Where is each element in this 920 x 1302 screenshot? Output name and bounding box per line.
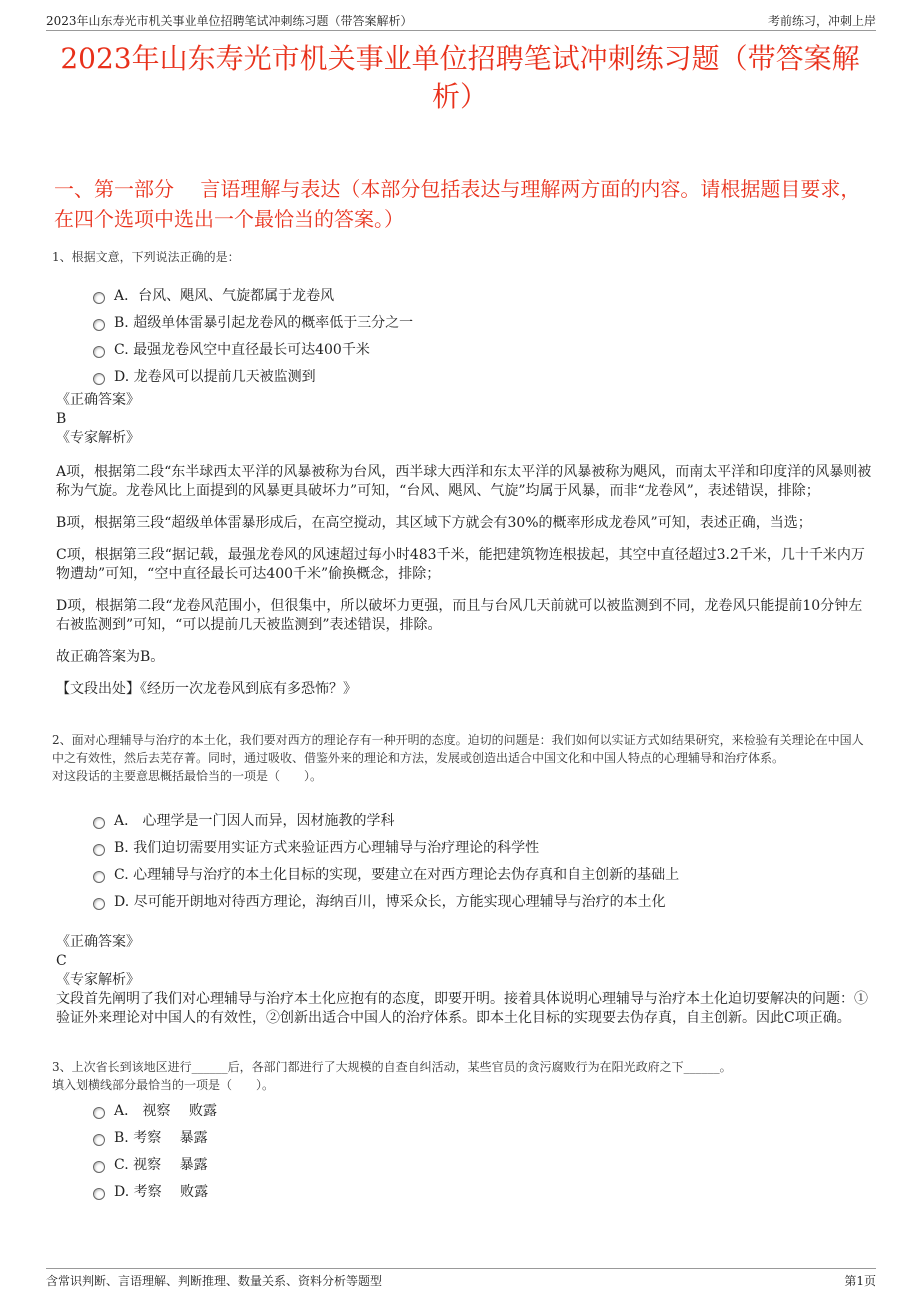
option-label: A．台风、飓风、气旋都属于龙卷风: [114, 287, 335, 304]
option-label: B. 超级单体雷暴引起龙卷风的概率低于三分之一: [114, 314, 414, 331]
option-label: C. 最强龙卷风空中直径最长可达400千米: [114, 341, 370, 358]
footer-note: 含常识判断、言语理解、判断推理、数量关系、资料分析等题型: [46, 1274, 383, 1288]
option-label: C. 心理辅导与治疗的本土化目标的实现，要建立在对西方理论去伪存真和自主创新的基础上: [114, 866, 680, 883]
analysis-conclusion: 故正确答案为B。: [56, 649, 165, 665]
analysis-paragraph: C项，根据第三段“据记载，最强龙卷风的风速超过每小时483千米，能把建筑物连根拔起，其空中直径超过3.2千米，几十千米内万物遭劫”可知，“空中直径最长可达400千米”偷换概念，排除；: [56, 547, 865, 582]
question-1-options: [93, 281, 413, 389]
analysis-paragraph: D项，根据第二段“龙卷风范围小，但很集中，所以破坏力更强，而且与台风几天前就可以被监测到不同，龙卷风只能提前10分钟左右被监测到”可知，“可以提前几天被监测到”表述错误，排除。: [56, 598, 863, 633]
radio-icon[interactable]: [93, 1161, 105, 1173]
option-label: C. 视察 暴露: [114, 1156, 208, 1173]
radio-icon[interactable]: [93, 319, 105, 331]
question-2-stem: [52, 731, 874, 785]
option-label: B. 我们迫切需要用实证方式来验证西方心理辅导与治疗理论的科学性: [114, 839, 540, 856]
option-b[interactable]: [93, 1123, 217, 1150]
option-c[interactable]: [93, 1150, 217, 1177]
question-2-answer: [56, 933, 874, 1028]
option-d[interactable]: [93, 1177, 217, 1204]
option-b[interactable]: [93, 308, 413, 335]
question-prompt: 填入划横线部分最恰当的一项是（ ）。: [52, 1078, 275, 1092]
analysis-paragraph: B项，根据第三段“超级单体雷暴形成后，在高空搅动，其区域下方就会有30%的概率形成龙卷风”可知，表述正确，当选；: [56, 515, 812, 531]
analysis-label: 《专家解析》: [56, 430, 140, 446]
section-heading: 一、第一部分 言语理解与表达（本部分包括表达与理解两方面的内容。请根据题目要求，在四个选项中选出一个最恰当的答案。）: [54, 177, 861, 231]
analysis-paragraph: A项，根据第二段“东半球西太平洋的风暴被称为台风，西半球大西洋和东太平洋的风暴被称为飓风，而南太平洋和印度洋的风暴则被称为气旋。龙卷风比上面提到的风暴更具破坏力”可知，“台风、飓风、气旋”均属于风暴，而非“龙卷风”，表述错误，排除；: [56, 464, 872, 499]
question-3-options: [93, 1096, 217, 1204]
analysis-paragraph: 文段首先阐明了我们对心理辅导与治疗本土化应抱有的态度，即要开明。接着具体说明心理辅导与治疗本土化迫切要解决的问题：①验证外来理论对中国人的有效性，②创新出适合中国人的治疗体系。即本土化目标的实现要去伪存真，自主创新。因此C项正确。: [56, 991, 868, 1026]
page-title: 2023年山东寿光市机关事业单位招聘笔试冲刺练习题（带答案解析）: [60, 42, 860, 113]
radio-icon[interactable]: [93, 1134, 105, 1146]
radio-icon[interactable]: [93, 898, 105, 910]
question-stem-text: 2、面对心理辅导与治疗的本土化，我们要对西方的理论存有一种开明的态度。迫切的问题是：我们如何以实证方式如结果研究，来检验有关理论在中国人中之有效性，然后去芜存菁。同时，通过吸收、借鉴外来的理论和方法，发展或创造出适合中国文化和中国人特点的心理辅导和治疗体系。: [52, 733, 864, 765]
answer-label: 《正确答案》: [56, 392, 140, 408]
header-title: 2023年山东寿光市机关事业单位招聘笔试冲刺练习题（带答案解析）: [46, 14, 413, 28]
option-a[interactable]: [93, 806, 679, 833]
option-label: D. 龙卷风可以提前几天被监测到: [114, 368, 316, 385]
option-b[interactable]: [93, 833, 679, 860]
option-label: A． 心理学是一门因人而异，因材施教的学科: [114, 812, 395, 829]
radio-icon[interactable]: [93, 292, 105, 304]
radio-icon[interactable]: [93, 871, 105, 883]
radio-icon[interactable]: [93, 373, 105, 385]
radio-icon[interactable]: [93, 844, 105, 856]
question-3-stem: [52, 1058, 874, 1094]
option-d[interactable]: [93, 362, 413, 389]
option-label: D. 尽可能开朗地对待西方理论，海纳百川，博采众长，方能实现心理辅导与治疗的本土化: [114, 893, 666, 910]
question-1-answer: [56, 391, 874, 448]
page-footer: [46, 1268, 876, 1287]
answer-label: 《正确答案》: [56, 934, 140, 950]
option-label: D. 考察 败露: [114, 1183, 209, 1200]
question-prompt: 对这段话的主要意思概括最恰当的一项是（ ）。: [52, 769, 323, 783]
answer-value: C: [56, 953, 67, 969]
option-c[interactable]: [93, 860, 679, 887]
option-label: B. 考察 暴露: [114, 1129, 208, 1146]
option-c[interactable]: [93, 335, 413, 362]
question-stem-text: 3、上次省长到该地区进行______后，各部门都进行了大规模的自查自纠活动，某些官员的贪污腐败行为在阳光政府之下______。: [52, 1060, 732, 1074]
option-label: A． 视察 败露: [114, 1102, 218, 1119]
answer-value: B: [56, 411, 67, 427]
analysis-label: 《专家解析》: [56, 972, 140, 988]
option-a[interactable]: [93, 281, 413, 308]
question-2-options: [93, 806, 679, 914]
radio-icon[interactable]: [93, 1188, 105, 1200]
header-slogan: 考前练习，冲刺上岸: [767, 14, 876, 28]
option-a[interactable]: [93, 1096, 217, 1123]
question-1-analysis: [56, 463, 874, 712]
source-citation: 【文段出处】《经历一次龙卷风到底有多恐怖？》: [56, 681, 357, 697]
running-header: [46, 10, 876, 31]
radio-icon[interactable]: [93, 346, 105, 358]
question-1-stem: 1、根据文意，下列说法正确的是：: [52, 250, 240, 264]
page-number: 第1页: [844, 1274, 876, 1288]
radio-icon[interactable]: [93, 1107, 105, 1119]
radio-icon[interactable]: [93, 817, 105, 829]
option-d[interactable]: [93, 887, 679, 914]
